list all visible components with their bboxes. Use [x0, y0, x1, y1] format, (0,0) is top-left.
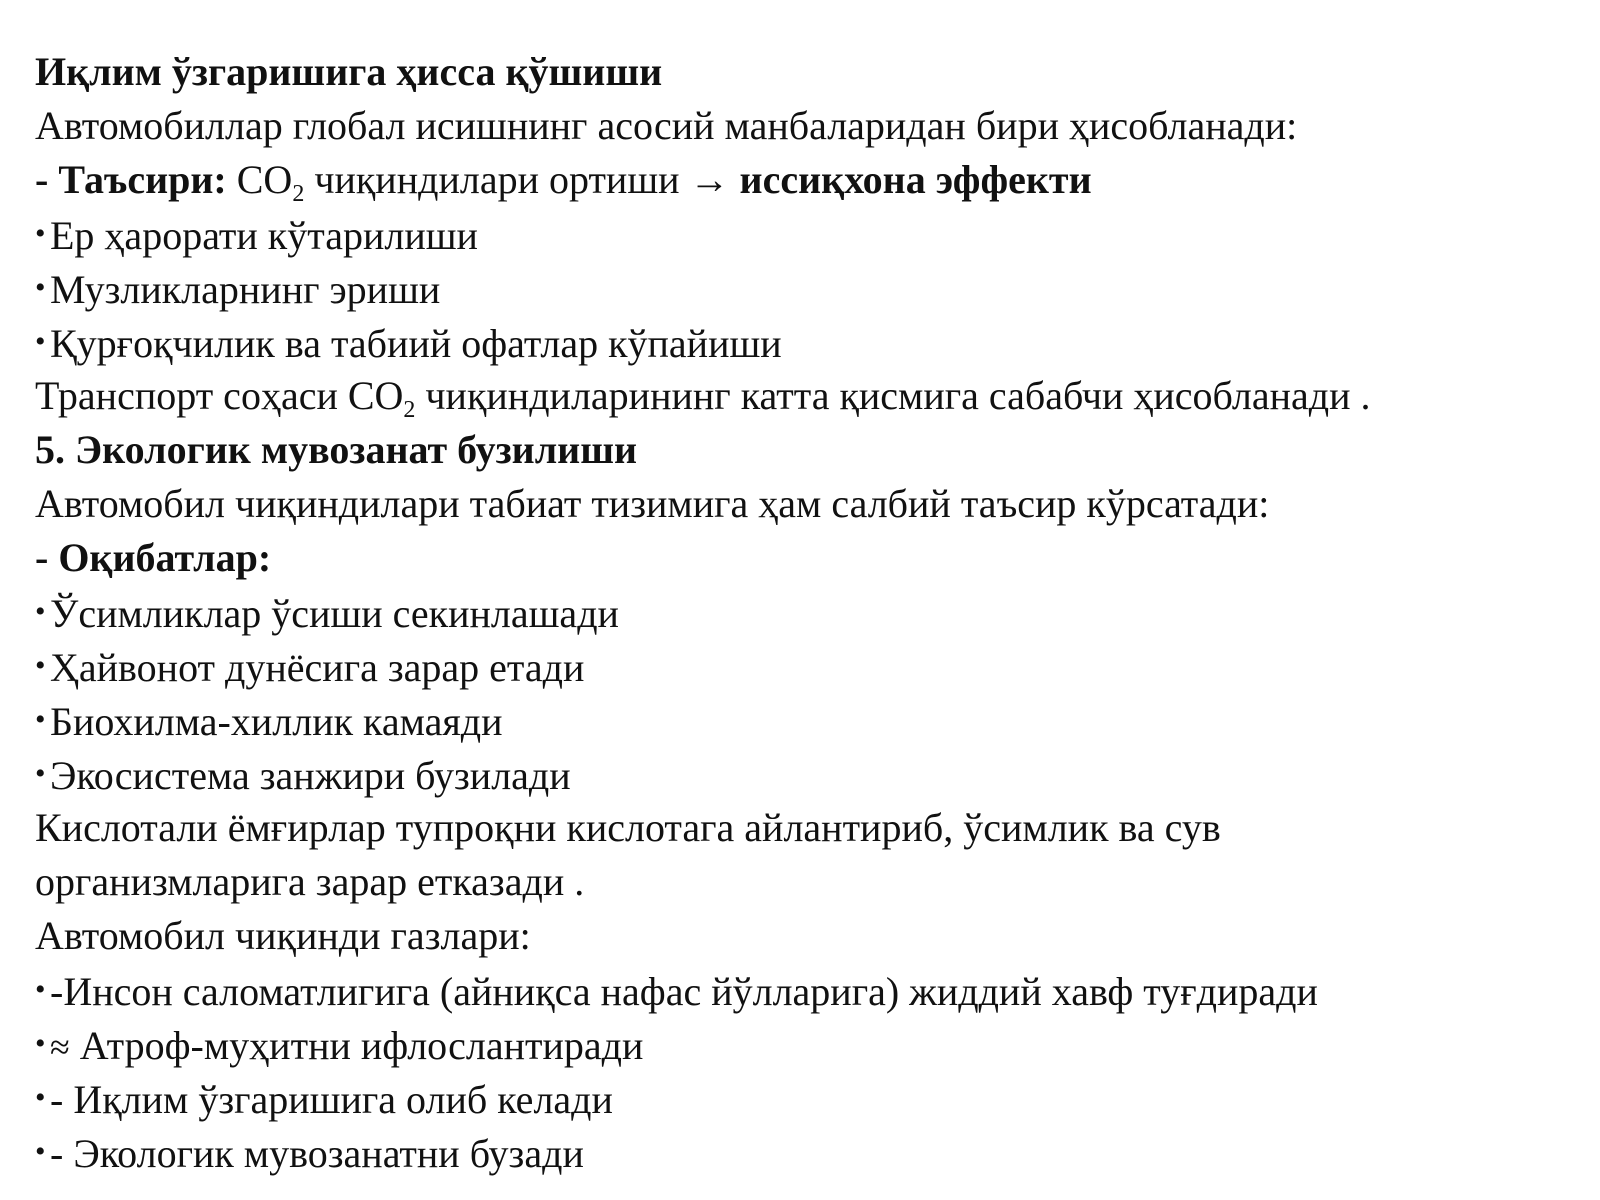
- bullet-dot-icon: •: [35, 1081, 46, 1114]
- consequences-label: - Оқибатлар:: [35, 535, 272, 580]
- ecology-bullet-3: Биохилма-хиллик камаяди: [50, 699, 503, 744]
- pollution-wave-icon: ≈: [50, 1027, 70, 1067]
- bullet-dot-icon: •: [35, 1135, 46, 1168]
- list-item: [35, 1071, 1580, 1125]
- co2-subscript: 2: [403, 397, 416, 423]
- exhaust-bullet-2: Атроф-муҳитни ифлослантиради: [79, 1023, 644, 1068]
- effect-middle: чиқиндилари ортиши →: [304, 157, 740, 202]
- exhaust-bullet-3: - Иқлим ўзгаришига олиб келади: [50, 1077, 613, 1122]
- list-item: [35, 261, 1580, 315]
- climate-bullet-1: Ер ҳарорати кўтарилиши: [50, 213, 478, 258]
- bullet-dot-icon: •: [35, 271, 46, 304]
- acid-rain-line-1: Кислотали ёмғирлар тупроқни кислотага айлантириб, ўсимлик ва сув: [35, 805, 1221, 850]
- bullet-dot-icon: •: [35, 757, 46, 790]
- greenhouse-effect: иссиқхона эффекти: [739, 157, 1092, 202]
- list-item: [35, 315, 1580, 369]
- exhaust-bullet-1: -Инсон саломатлигига (айниқса нафас йўлларига) жиддий хавф туғдиради: [50, 969, 1318, 1014]
- climate-bullet-2: Музликларнинг эриши: [50, 267, 441, 312]
- list-item: [35, 693, 1580, 747]
- climate-bullet-3: Қурғоқчилик ва табиий офатлар кўпайиши: [50, 321, 782, 366]
- list-item: [35, 639, 1580, 693]
- list-item: [35, 747, 1580, 801]
- bullet-dot-icon: •: [35, 1027, 46, 1060]
- bullet-dot-icon: •: [35, 217, 46, 250]
- co2-subscript: 2: [292, 181, 305, 207]
- document-page: [35, 45, 1580, 1179]
- effect-prefix: -: [35, 157, 59, 202]
- exhaust-bullet-4: - Экологик мувозанатни бузади: [50, 1131, 584, 1176]
- bullet-dot-icon: •: [35, 973, 46, 1006]
- acid-rain-line-2: организмларига зарар етказади .: [35, 859, 585, 904]
- bullet-dot-icon: •: [35, 325, 46, 358]
- bullet-dot-icon: •: [35, 649, 46, 682]
- exhaust-label: Автомобил чиқинди газлари:: [35, 913, 531, 958]
- transport-line: [35, 369, 1580, 423]
- ecology-bullet-1: Ўсимликлар ўсиши секинлашади: [50, 591, 619, 636]
- ecology-bullet-4: Экосистема занжири бузилади: [50, 753, 571, 798]
- ecology-bullet-2: Ҳайвонот дунёсига зарар етади: [50, 645, 585, 690]
- climate-intro: Автомобиллар глобал исишнинг асосий манбаларидан бири ҳисобланади:: [35, 103, 1298, 148]
- bullet-dot-icon: •: [35, 595, 46, 628]
- list-item: [35, 1125, 1580, 1179]
- climate-heading: Иқлим ўзгаришига ҳисса қўшиши: [35, 49, 663, 94]
- ecology-heading: 5. Экологик мувозанат бузилиши: [35, 427, 638, 472]
- list-item: [35, 207, 1580, 261]
- list-item: [35, 963, 1580, 1017]
- co-text: CO: [226, 157, 293, 202]
- bullet-dot-icon: •: [35, 703, 46, 736]
- transport-start: Транспорт соҳаси CO: [35, 373, 404, 418]
- list-item: [35, 1017, 1580, 1071]
- effect-label: Таъсири:: [58, 157, 227, 202]
- list-item: [35, 585, 1580, 639]
- transport-end: чиқиндиларининг катта қисмига сабабчи ҳисобланади .: [415, 373, 1371, 418]
- ecology-intro: Автомобил чиқиндилари табиат тизимига ҳам салбий таъсир кўрсатади:: [35, 481, 1270, 526]
- effect-line: [35, 153, 1580, 207]
